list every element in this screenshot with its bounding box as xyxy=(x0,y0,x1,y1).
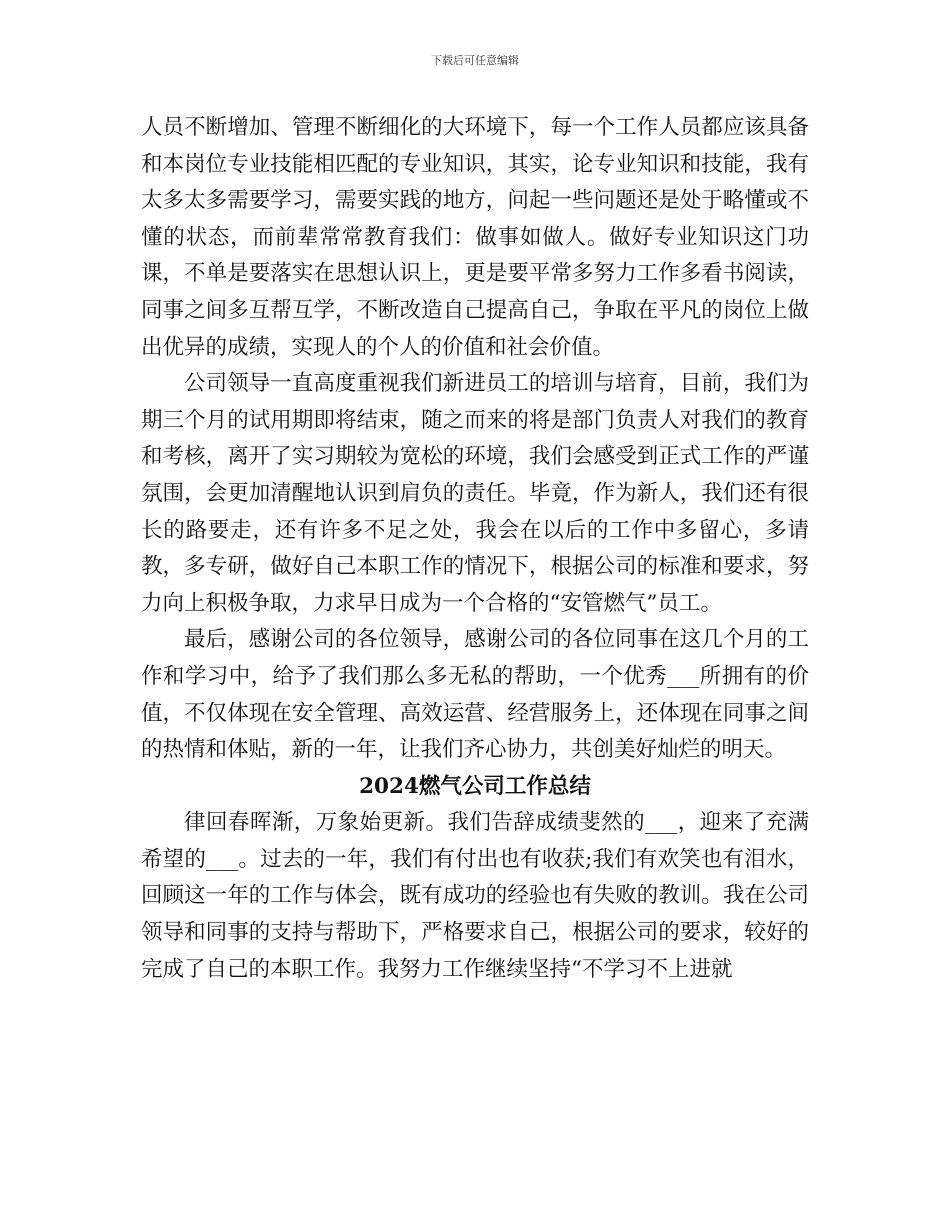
paragraph-2: 公司领导一直高度重视我们新进员工的培训与培育，目前，我们为期三个月的试用期即将结束，随之而来的将是部门负责人对我们的教育和考核，离开了实习期较为宽松的环境，我们会感受到正式工作的严谨氛围，会更加清醒地认识到肩负的责任。毕竟，作为新人，我们还有很长的路要走，还有许多不足之处，我会在以后的工作中多留心，多请教，多专研，做好自己本职工作的情况下，根据公司的标准和要求，努力向上积极争取，力求早日成为一个合格的“安管燃气”员工。 xyxy=(141,371,809,616)
paragraph-3: 最后，感谢公司的各位领导，感谢公司的各位同事在这几个月的工作和学习中，给予了我们那么多无私的帮助，一个优秀___所拥有的价值，不仅体现在安全管理、高效运营、经营服务上，还体现在同事之间的热情和体贴，新的一年，让我们齐心协力，共创美好灿烂的明天。 xyxy=(141,627,809,763)
paragraph-1: 人员不断增加、管理不断细化的大环境下，每一个工作人员都应该具备和本岗位专业技能相匹配的专业知识，其实，论专业知识和技能，我有太多太多需要学习，需要实践的地方，问起一些问题还是处于略懂或不懂的状态，而前辈常常教育我们：做事如做人。做好专业知识这门功课，不单是要落实在思想认识上，更是要平常多努力工作多看书阅读，同事之间多互帮互学，不断改造自己提高自己，争取在平凡的岗位上做出优异的成绩，实现人的个人的价值和社会价值。 xyxy=(141,115,809,360)
document-body xyxy=(141,110,809,988)
section-paragraph-1: 律回春晖渐，万象始更新。我们告辞成绩斐然的___，迎来了充满希望的___。过去的一年，我们有付出也有收获;我们有欢笑也有泪水，回顾这一年的工作与体会，既有成功的经验也有失败的教训。我在公司领导和同事的支持与帮助下，严格要求自己，根据公司的要求，较好的完成了自己的本职工作。我努力工作继续坚持“不学习不上进就 xyxy=(141,810,809,982)
section-title: 2024燃气公司工作总结 xyxy=(359,773,591,799)
page-header-note: 下载后可任意编辑 xyxy=(431,54,519,67)
